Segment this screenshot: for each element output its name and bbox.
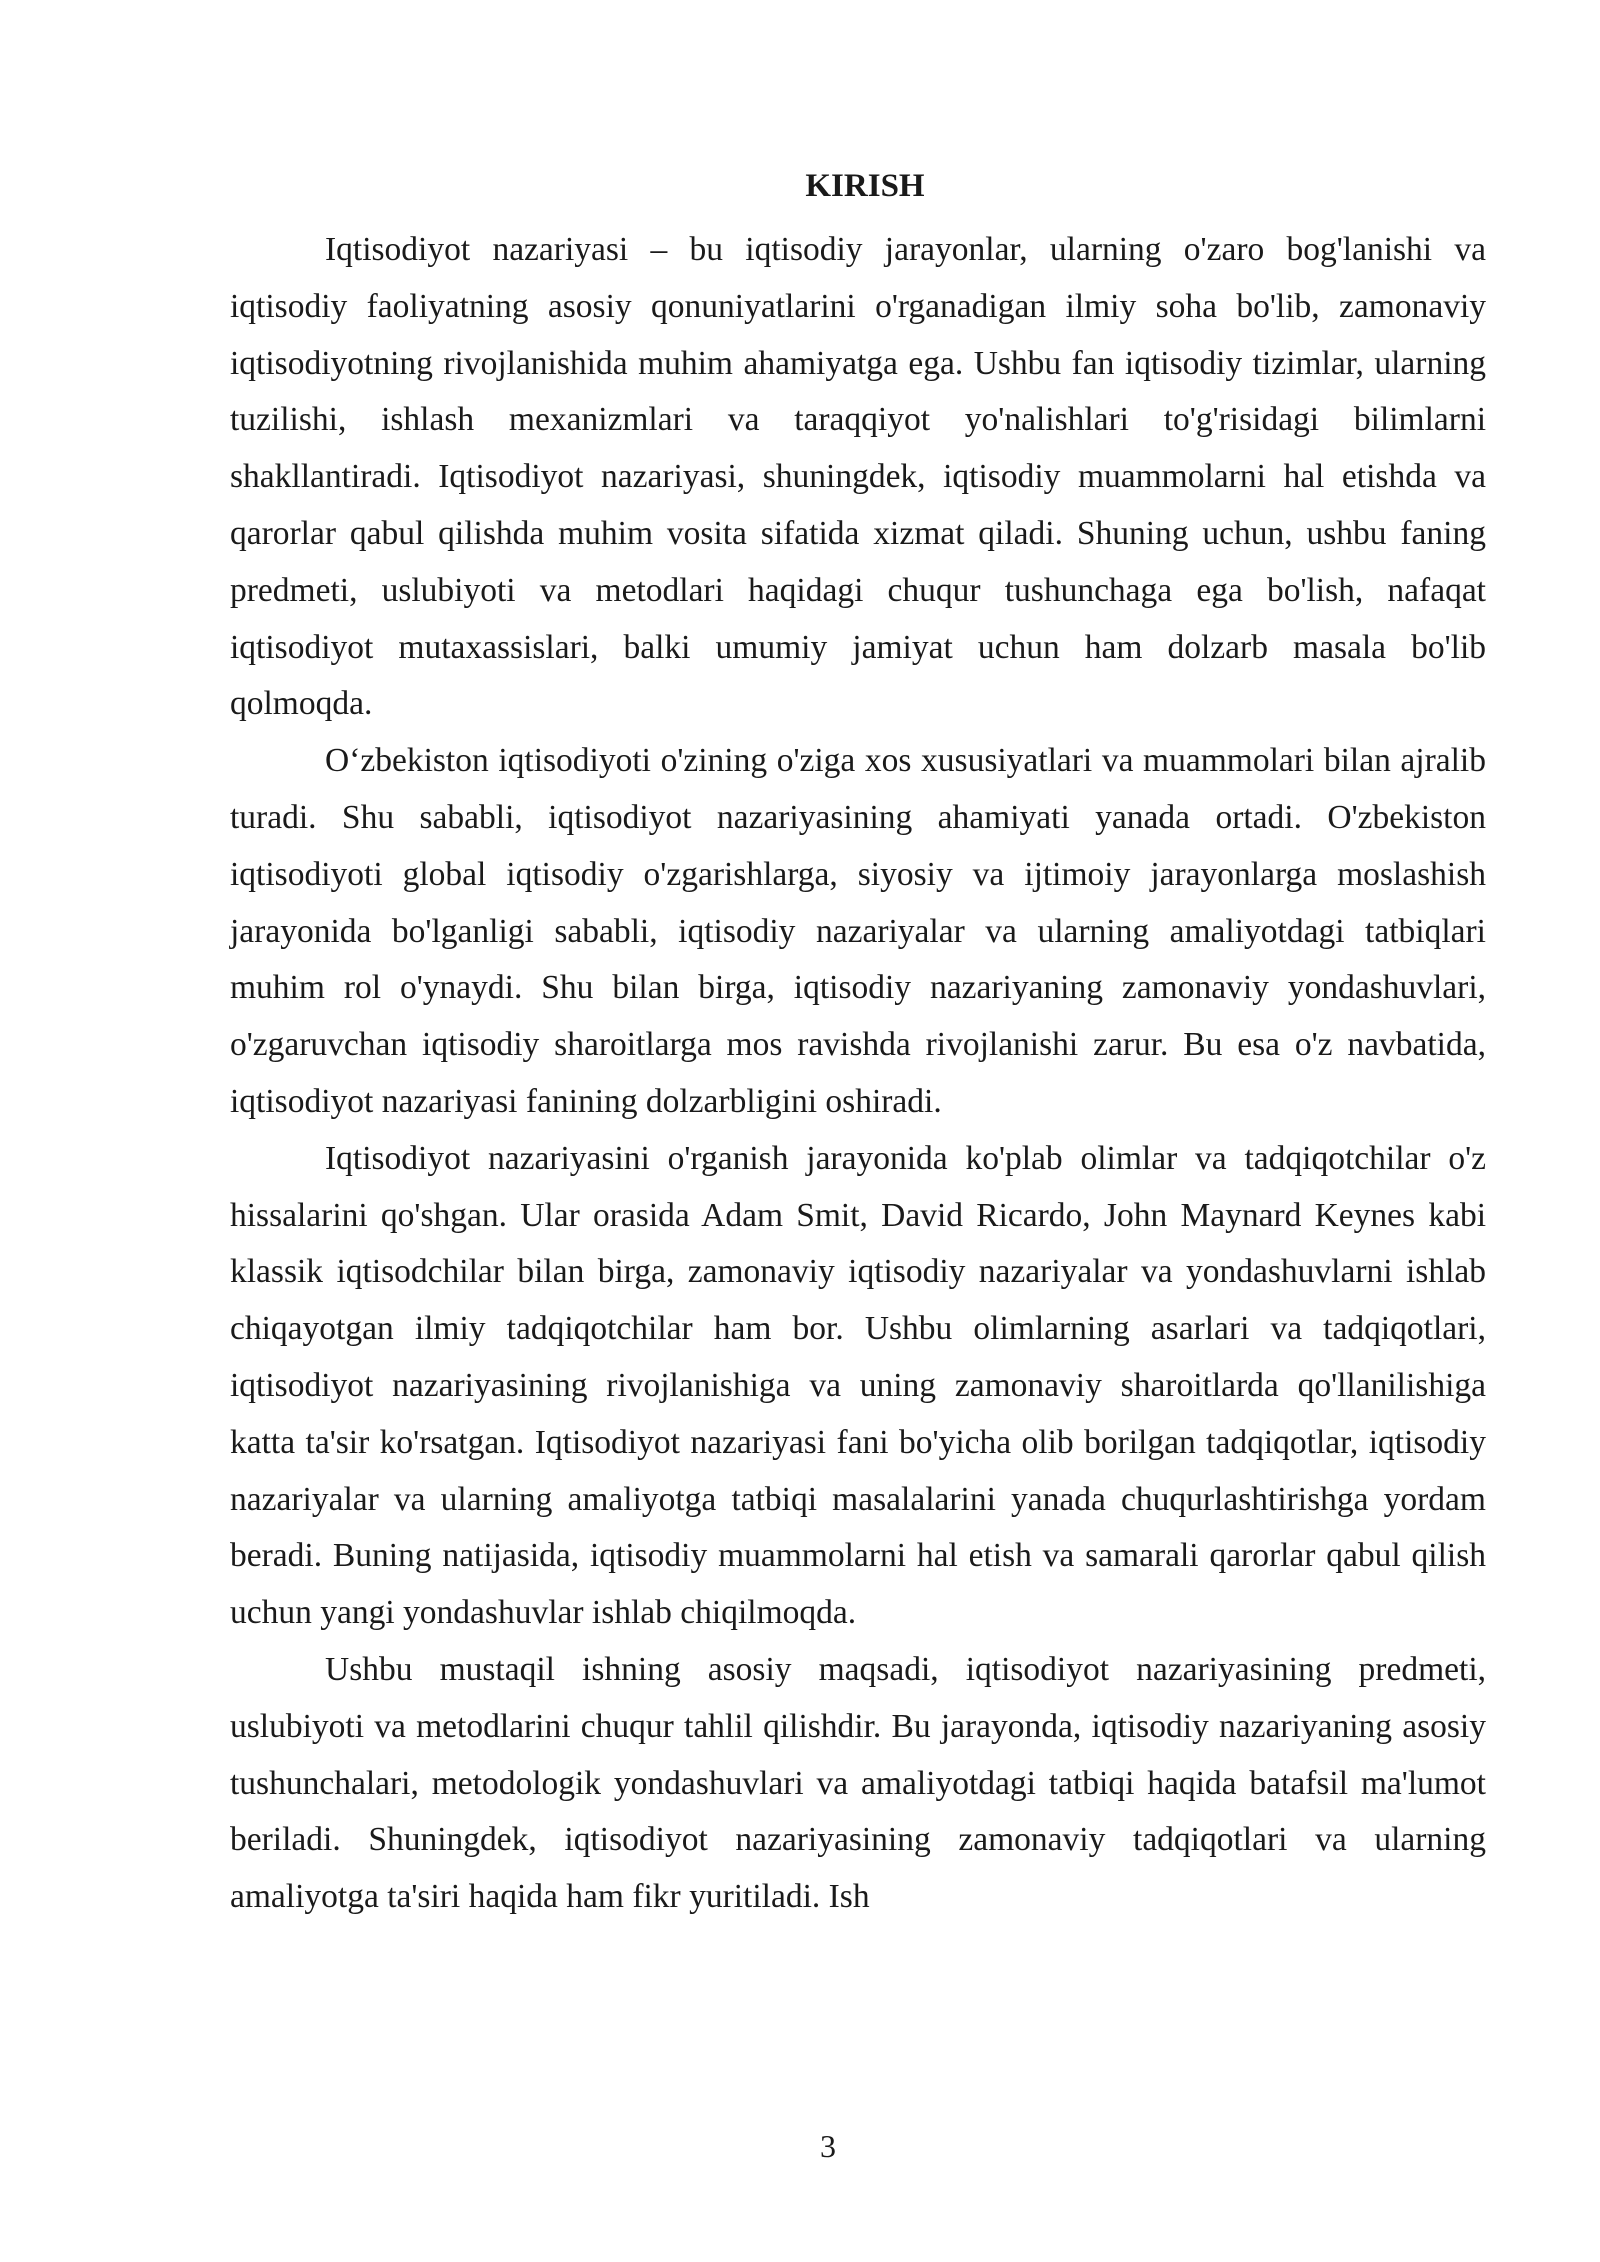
paragraph-2: O‘zbekiston iqtisodiyoti o'zining o'ziga xos xususiyatlari va muammolari bilan ajralib turadi. Shu sababli, iqtisodiyot nazariyasining ahamiyati yanada ortadi. O'zbekiston iqtisodiyoti global iqtisodiy o'zgarishlarga, siyosiy va ijtimoiy jarayonlarga moslashish jarayonida bo'lganligi sababli, iqtisodiy nazariyalar va ularning amaliyotdagi tatbiqlari muhim rol o'ynaydi. Shu bilan birga, iqtisodiy nazariyaning zamonaviy yondashuvlari, o'zgaruvchan iqtisodiy sharoitlarga mos ravishda rivojlanishi zarur. Bu esa o'z navbatida, iqtisodiyot nazariyasi fanining dolzarbligini oshiradi. (230, 742, 1486, 1120)
paragraph-4: Ushbu mustaqil ishning asosiy maqsadi, iqtisodiyot nazariyasining predmeti, uslubiyoti va metodlarini chuqur tahlil qilishdir. Bu jarayonda, iqtisodiy nazariyaning asosiy tushunchalari, metodologik yondashuvlari va amaliyotdagi tatbiqi haqida batafsil ma'lumot beriladi. Shuningdek, iqtisodiyot nazariyasining zamonaviy tadqiqotlari va ularning amaliyotga ta'siri haqida ham fikr yuritiladi. Ish (230, 1650, 1486, 1916)
section-title: KIRISH (805, 168, 925, 204)
paragraph-3: Iqtisodiyot nazariyasini o'rganish jarayonida ko'plab olimlar va tadqiqotchilar o'z hissalarini qo'shgan. Ular orasida Adam Smit, David Ricardo, John Maynard Keynes kabi klassik iqtisodchilar bilan birga, zamonaviy iqtisodiy nazariyalar va yondashuvlarni ishlab chiqayotgan ilmiy tadqiqotchilar ham bor. Ushbu olimlarning asarlari va tadqiqotlari, iqtisodiyot nazariyasining rivojlanishiga va uning zamonaviy sharoitlarda qo'llanilishiga katta ta'sir ko'rsatgan. Iqtisodiyot nazariyasi fani bo'yicha olib borilgan tadqiqotlar, iqtisodiy nazariyalar va ularning amaliyotga tatbiqi masalalarini yanada chuqurlashtirishga yordam beradi. Buning natijasida, iqtisodiy muammolarni hal etish va samarali qarorlar qabul qilish uchun yangi yondashuvlar ishlab chiqilmoqda. (230, 1139, 1486, 1632)
document-page (230, 160, 1486, 1926)
paragraph-1: Iqtisodiyot nazariyasi – bu iqtisodiy jarayonlar, ularning o'zaro bog'lanishi va iqtisodiy faoliyatning asosiy qonuniyatlarini o'rganadigan ilmiy soha bo'lib, zamonaviy iqtisodiyotning rivojlanishida muhim ahamiyatga ega. Ushbu fan iqtisodiy tizimlar, ularning tuzilishi, ishlash mexanizmlari va taraqqiyot yo'nalishlari to'g'risidagi bilimlarni shakllantiradi. Iqtisodiyot nazariyasi, shuningdek, iqtisodiy muammolarni hal etishda va qarorlar qabul qilishda muhim vosita sifatida xizmat qiladi. Shuning uchun, ushbu faning predmeti, uslubiyoti va metodlari haqidagi chuqur tushunchaga ega bo'lish, nafaqat iqtisodiyot mutaxassislari, balki umumiy jamiyat uchun ham dolzarb masala bo'lib qolmoqda. (230, 231, 1486, 723)
page-number: 3 (820, 2128, 836, 2164)
